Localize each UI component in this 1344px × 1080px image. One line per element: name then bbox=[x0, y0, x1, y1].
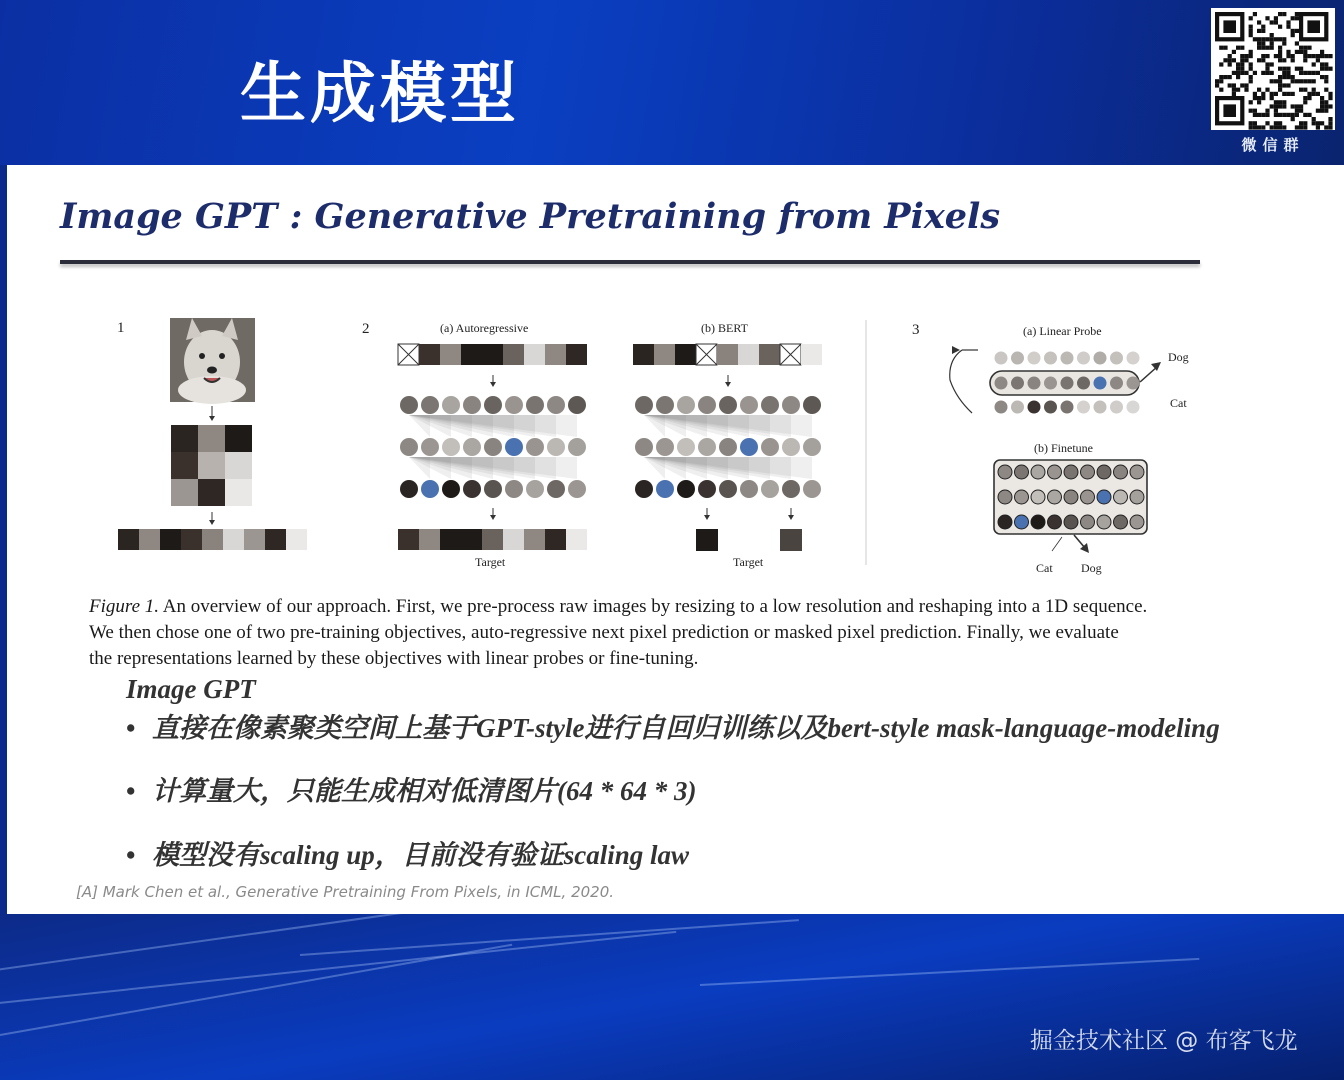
pixel-cell bbox=[225, 425, 252, 452]
token-node bbox=[1015, 490, 1029, 504]
sequence-pixel bbox=[633, 344, 654, 365]
token-node bbox=[782, 438, 800, 456]
token-node bbox=[1064, 515, 1078, 529]
bullet-item bbox=[126, 833, 689, 872]
token-node bbox=[656, 480, 674, 498]
token-node bbox=[1130, 515, 1144, 529]
bullet-icon: • bbox=[126, 776, 136, 806]
sequence-pixel bbox=[440, 529, 461, 550]
token-node bbox=[635, 396, 653, 414]
paper-title: Image GPT : Generative Pretraining from Pixels bbox=[60, 196, 1001, 237]
token-node bbox=[1081, 465, 1095, 479]
token-node bbox=[677, 438, 695, 456]
figure-caption bbox=[89, 594, 1249, 672]
token-node bbox=[740, 396, 758, 414]
sequence-pixel bbox=[202, 529, 223, 550]
sequence-pixel bbox=[801, 344, 822, 365]
token-node bbox=[698, 480, 716, 498]
token-node bbox=[656, 438, 674, 456]
token-node bbox=[505, 480, 523, 498]
pixel-cell bbox=[171, 479, 198, 506]
token-node bbox=[1031, 515, 1045, 529]
sequence-pixel bbox=[524, 344, 545, 365]
bullets-heading: Image GPT bbox=[126, 674, 256, 704]
finetune-cat-label: Cat bbox=[1036, 561, 1053, 575]
bullet-item bbox=[126, 769, 696, 808]
token-node bbox=[1077, 352, 1090, 365]
token-node bbox=[1094, 401, 1107, 414]
probe-loop-arrow bbox=[950, 350, 972, 413]
bert-input-sequence bbox=[633, 344, 822, 365]
token-node bbox=[1015, 465, 1029, 479]
qr-label: 微信群 bbox=[1241, 136, 1305, 154]
sequence-pixel bbox=[482, 344, 503, 365]
token-node bbox=[635, 438, 653, 456]
autoregressive-label: (a) Autoregressive bbox=[440, 321, 529, 335]
pixel-cell bbox=[225, 479, 252, 506]
bullet-text: 计算量大，只能生成相对低清图片(64 * 64 * 3) bbox=[152, 776, 697, 806]
low-res-pixel-grid bbox=[171, 425, 252, 506]
token-node bbox=[719, 438, 737, 456]
token-node bbox=[761, 438, 779, 456]
watermark: 掘金技术社区 @ 布客飞龙 bbox=[1030, 1028, 1298, 1054]
token-node bbox=[1114, 465, 1128, 479]
token-node bbox=[740, 438, 758, 456]
token-node bbox=[400, 438, 418, 456]
token-node bbox=[995, 377, 1008, 390]
token-node bbox=[761, 396, 779, 414]
token-node bbox=[719, 396, 737, 414]
sequence-pixel bbox=[244, 529, 265, 550]
token-node bbox=[1127, 377, 1140, 390]
token-node bbox=[1031, 465, 1045, 479]
token-node bbox=[761, 480, 779, 498]
token-node bbox=[1097, 515, 1111, 529]
token-node bbox=[1061, 377, 1074, 390]
probe-cat-label: Cat bbox=[1170, 396, 1187, 410]
token-node bbox=[484, 396, 502, 414]
bert-target-pixel bbox=[696, 529, 718, 551]
finetune-diagram bbox=[994, 460, 1147, 553]
bullet-text: 模型没有scaling up，目前没有验证scaling law bbox=[152, 840, 690, 870]
token-node bbox=[1081, 490, 1095, 504]
token-node bbox=[1127, 352, 1140, 365]
token-node bbox=[547, 438, 565, 456]
token-node bbox=[782, 396, 800, 414]
sequence-pixel bbox=[139, 529, 160, 550]
token-node bbox=[1064, 490, 1078, 504]
token-node bbox=[1081, 515, 1095, 529]
finetune-output-arrow bbox=[1074, 535, 1085, 548]
slide-title: 生成模型 bbox=[240, 55, 520, 132]
sequence-pixel bbox=[118, 529, 139, 550]
token-node bbox=[698, 396, 716, 414]
arrow-down-icon bbox=[704, 508, 794, 520]
arrow-down-icon bbox=[490, 508, 496, 520]
token-node bbox=[1048, 490, 1062, 504]
token-node bbox=[1097, 465, 1111, 479]
sequence-pixel bbox=[503, 529, 524, 550]
token-node bbox=[526, 438, 544, 456]
token-node bbox=[400, 396, 418, 414]
sequence-pixel bbox=[461, 344, 482, 365]
token-node bbox=[463, 480, 481, 498]
token-node bbox=[803, 480, 821, 498]
probe-dog-label: Dog bbox=[1168, 350, 1189, 364]
arrow-down-icon bbox=[209, 406, 215, 421]
token-node bbox=[1011, 352, 1024, 365]
token-node bbox=[421, 480, 439, 498]
finetune-dog-label: Dog bbox=[1081, 561, 1102, 575]
caption-line-2: We then chose one of two pre-training objectives, auto-regressive next pixel prediction or masked pixel prediction. Finally, we evaluate bbox=[89, 622, 1119, 643]
token-node bbox=[421, 396, 439, 414]
footer-background bbox=[0, 914, 1344, 1080]
arrowhead-icon bbox=[1151, 362, 1161, 371]
bert-target-pixel bbox=[780, 529, 802, 551]
token-node bbox=[547, 480, 565, 498]
step-3-label: 3 bbox=[912, 322, 920, 338]
token-node bbox=[505, 438, 523, 456]
token-node bbox=[1130, 465, 1144, 479]
token-node bbox=[1015, 515, 1029, 529]
caption-line-1: An overview of our approach. First, we pre-process raw images by resizing to a low resolution and reshaping into a 1D sequence. bbox=[159, 596, 1148, 617]
token-node bbox=[421, 438, 439, 456]
linear-probe-label: (a) Linear Probe bbox=[1023, 324, 1102, 338]
token-node bbox=[484, 438, 502, 456]
sequence-pixel bbox=[654, 344, 675, 365]
token-node bbox=[803, 438, 821, 456]
pixel-sequence bbox=[118, 529, 307, 550]
token-node bbox=[1028, 377, 1041, 390]
token-node bbox=[1110, 401, 1123, 414]
caption-label: Figure 1. bbox=[89, 596, 160, 617]
arrow-down-icon bbox=[725, 375, 731, 387]
token-node bbox=[463, 396, 481, 414]
reference-citation: [A] Mark Chen et al., Generative Pretraining From Pixels, in ICML, 2020. bbox=[76, 883, 615, 901]
caption-line-3: the representations learned by these objectives with linear probes or fine-tuning. bbox=[89, 648, 699, 669]
token-node bbox=[568, 396, 586, 414]
token-node bbox=[1061, 401, 1074, 414]
sequence-pixel bbox=[398, 529, 419, 550]
token-node bbox=[505, 396, 523, 414]
token-node bbox=[1114, 515, 1128, 529]
token-node bbox=[1048, 465, 1062, 479]
token-node bbox=[635, 480, 653, 498]
sequence-pixel bbox=[545, 344, 566, 365]
sequence-pixel bbox=[461, 529, 482, 550]
sequence-pixel bbox=[286, 529, 307, 550]
bullet-item bbox=[126, 706, 1220, 745]
arrow-down-icon bbox=[209, 512, 215, 525]
token-node bbox=[998, 515, 1012, 529]
finetune-output-arrow bbox=[1052, 537, 1062, 551]
token-node bbox=[568, 480, 586, 498]
token-node bbox=[463, 438, 481, 456]
sequence-pixel bbox=[440, 344, 461, 365]
token-node bbox=[803, 396, 821, 414]
target-label: Target bbox=[475, 555, 506, 569]
sequence-pixel bbox=[419, 529, 440, 550]
token-node bbox=[1130, 490, 1144, 504]
arrow-down-icon bbox=[490, 375, 496, 387]
token-node bbox=[698, 438, 716, 456]
sequence-pixel bbox=[759, 344, 780, 365]
pixel-cell bbox=[171, 452, 198, 479]
sequence-pixel bbox=[160, 529, 181, 550]
sequence-pixel bbox=[566, 529, 587, 550]
token-node bbox=[740, 480, 758, 498]
sequence-pixel bbox=[717, 344, 738, 365]
sequence-pixel bbox=[675, 344, 696, 365]
step-1-label: 1 bbox=[117, 320, 125, 336]
bullet-text: 直接在像素聚类空间上基于GPT-style进行自回归训练以及bert-style mask-language-modeling bbox=[152, 713, 1220, 743]
token-node bbox=[1011, 401, 1024, 414]
bert-transformer bbox=[635, 396, 821, 498]
pixel-cell bbox=[198, 452, 225, 479]
token-node bbox=[1094, 377, 1107, 390]
token-node bbox=[1061, 352, 1074, 365]
token-node bbox=[677, 480, 695, 498]
token-node bbox=[998, 465, 1012, 479]
token-node bbox=[1110, 352, 1123, 365]
sequence-pixel bbox=[419, 344, 440, 365]
token-node bbox=[1097, 490, 1111, 504]
token-node bbox=[995, 401, 1008, 414]
bullet-icon: • bbox=[126, 713, 136, 743]
token-node bbox=[400, 480, 418, 498]
token-node bbox=[526, 480, 544, 498]
token-node bbox=[1028, 352, 1041, 365]
autoregressive-transformer bbox=[400, 396, 586, 498]
sequence-pixel bbox=[265, 529, 286, 550]
token-node bbox=[484, 480, 502, 498]
token-node bbox=[719, 480, 737, 498]
token-node bbox=[1110, 377, 1123, 390]
sequence-pixel bbox=[181, 529, 202, 550]
token-node bbox=[995, 352, 1008, 365]
pixel-cell bbox=[198, 425, 225, 452]
token-node bbox=[442, 438, 460, 456]
token-node bbox=[442, 396, 460, 414]
token-node bbox=[568, 438, 586, 456]
token-node bbox=[1011, 377, 1024, 390]
token-node bbox=[1048, 515, 1062, 529]
token-node bbox=[1044, 377, 1057, 390]
pixel-cell bbox=[171, 425, 198, 452]
token-node bbox=[1031, 490, 1045, 504]
target-label: Target bbox=[733, 555, 764, 569]
token-node bbox=[1044, 352, 1057, 365]
bullet-icon: • bbox=[126, 840, 136, 870]
linear-probe-diagram bbox=[950, 346, 1161, 414]
token-node bbox=[1077, 377, 1090, 390]
token-node bbox=[442, 480, 460, 498]
sequence-pixel bbox=[524, 529, 545, 550]
token-node bbox=[526, 396, 544, 414]
token-node bbox=[656, 396, 674, 414]
pixel-cell bbox=[198, 479, 225, 506]
token-node bbox=[1094, 352, 1107, 365]
sequence-pixel bbox=[503, 344, 524, 365]
token-node bbox=[1077, 401, 1090, 414]
pixel-cell bbox=[225, 452, 252, 479]
token-node bbox=[782, 480, 800, 498]
autoregressive-input-sequence bbox=[398, 344, 587, 365]
token-node bbox=[1064, 465, 1078, 479]
sequence-pixel bbox=[566, 344, 587, 365]
autoregressive-target-sequence bbox=[398, 529, 587, 550]
dog-photo bbox=[170, 318, 255, 404]
token-node bbox=[1114, 490, 1128, 504]
step-2-label: 2 bbox=[362, 321, 370, 337]
token-node bbox=[1044, 401, 1057, 414]
sequence-pixel bbox=[223, 529, 244, 550]
token-node bbox=[1028, 401, 1041, 414]
sequence-pixel bbox=[738, 344, 759, 365]
token-node bbox=[998, 490, 1012, 504]
sequence-pixel bbox=[482, 529, 503, 550]
finetune-label: (b) Finetune bbox=[1034, 441, 1093, 455]
token-node bbox=[677, 396, 695, 414]
token-node bbox=[547, 396, 565, 414]
token-node bbox=[1127, 401, 1140, 414]
bert-label: (b) BERT bbox=[701, 321, 748, 335]
sequence-pixel bbox=[545, 529, 566, 550]
